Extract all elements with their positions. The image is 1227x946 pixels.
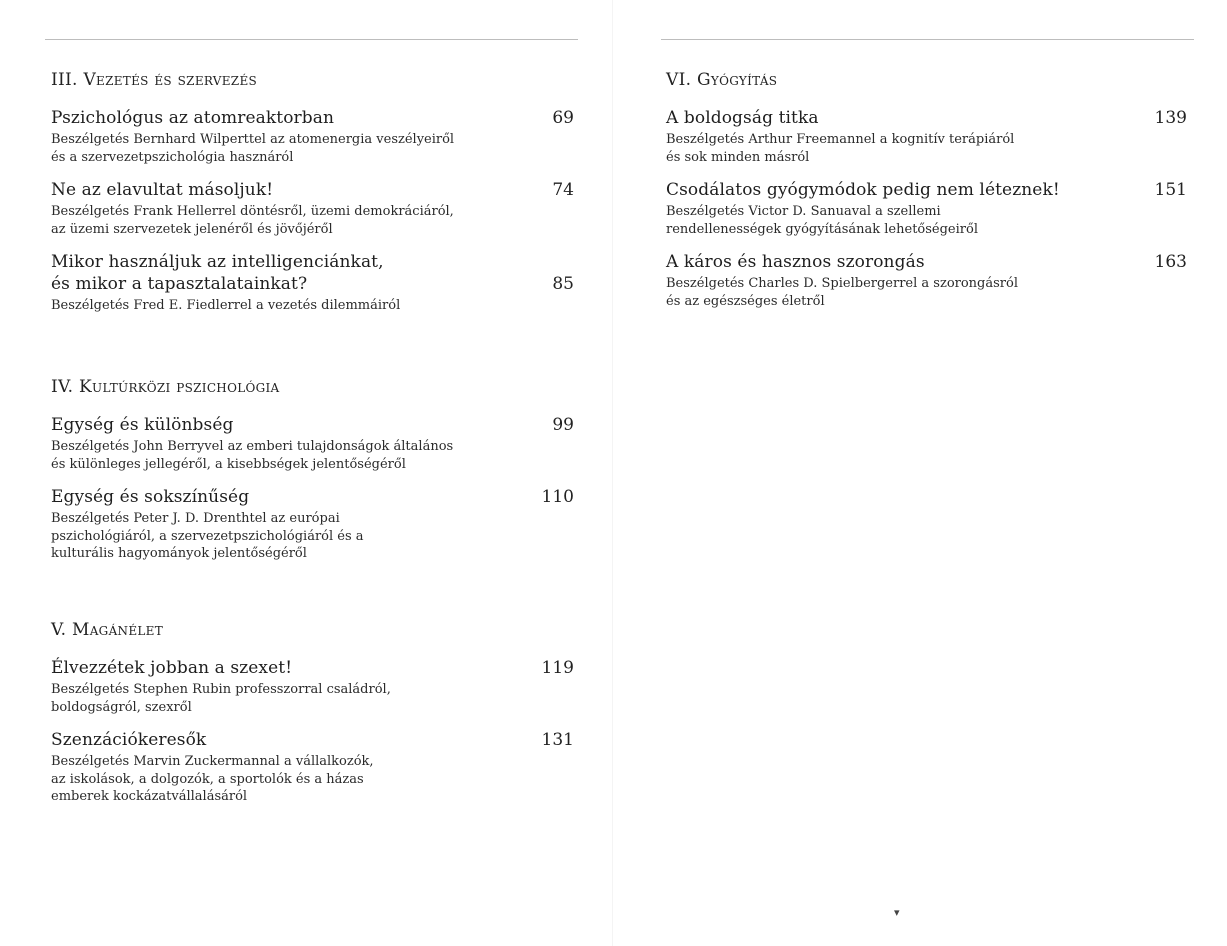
section-title: V. Magánélet <box>51 620 164 640</box>
entry-title: Csodálatos gyógymódok pedig nem léteznek! <box>666 180 1060 200</box>
entry-subtitle: Beszélgetés Marvin Zuckermannal a vállalkozók, az iskolások, a dolgozók, a sportolók és a házas emberek kockázatvállalásáról <box>51 754 374 804</box>
entry-subtitle: Beszélgetés John Berryvel az emberi tulajdonságok általános és különleges jellegéről, a kisebbségek jelentőségéről <box>51 439 454 472</box>
print-mark-icon: ▾ <box>894 906 900 919</box>
section-iv <box>51 377 576 576</box>
entry-subtitle: Beszélgetés Victor D. Sanuaval a szellemi rendellenességek gyógyításának lehetőségeiről <box>666 204 978 237</box>
page-number: 74 <box>552 180 574 200</box>
toc-entry[interactable] <box>51 486 576 563</box>
toc-entry[interactable] <box>51 179 576 238</box>
entry-title: Pszichológus az atomreaktorban <box>51 108 335 128</box>
toc-entry[interactable] <box>666 179 1189 238</box>
entry-title: Szenzációkeresők <box>51 730 207 750</box>
page-number: 69 <box>552 108 574 128</box>
top-rule-right <box>661 39 1194 40</box>
entry-subtitle: Beszélgetés Peter J. D. Drenthtel az európai pszichológiáról, a szervezetpszichológiáról és a kulturális hagyományok jelentőségéről <box>51 511 364 561</box>
entry-title: Ne az elavultat másoljuk! <box>51 180 274 200</box>
entry-title: A boldogság titka <box>666 108 819 128</box>
page-number: 119 <box>541 658 574 678</box>
section-title: VI. Gyógyítás <box>666 70 778 90</box>
page-number: 110 <box>541 487 574 507</box>
top-rule-left <box>45 39 578 40</box>
section-title: III. Vezetés és szervezés <box>51 70 258 90</box>
entry-subtitle: Beszélgetés Frank Hellerrel döntésről, üzemi demokráciáról, az üzemi szervezetek jelenéről és jövőjéről <box>51 204 454 237</box>
toc-entry[interactable] <box>51 251 576 315</box>
entry-subtitle: Beszélgetés Bernhard Wilperttel az atomenergia veszélyeiről és a szervezetpszichológia hasznáról <box>51 132 455 165</box>
entry-title: Egység és különbség <box>51 415 234 435</box>
entry-subtitle: Beszélgetés Fred E. Fiedlerrel a vezetés dilemmáiról <box>51 298 401 313</box>
toc-entry[interactable] <box>666 251 1189 310</box>
page-gutter <box>612 0 613 946</box>
toc-entry[interactable] <box>51 729 576 806</box>
entry-title: Élvezzétek jobban a szexet! <box>51 658 293 678</box>
page-number: 163 <box>1154 252 1187 272</box>
section-iii <box>51 70 576 328</box>
section-title: IV. Kultúrközi pszichológia <box>51 377 280 397</box>
toc-entry[interactable] <box>51 414 576 473</box>
entry-subtitle: Beszélgetés Charles D. Spielbergerrel a szorongásról és az egészséges életről <box>666 276 1018 309</box>
entry-title: Egység és sokszínűség <box>51 487 250 507</box>
section-v <box>51 620 576 819</box>
page-number: 139 <box>1154 108 1187 128</box>
section-vi <box>666 70 1189 323</box>
toc-entry[interactable] <box>51 107 576 166</box>
entry-subtitle: Beszélgetés Stephen Rubin professzorral családról, boldogságról, szexről <box>51 682 391 715</box>
toc-entry[interactable] <box>51 657 576 716</box>
page-number: 151 <box>1154 180 1187 200</box>
page-number: 85 <box>552 274 574 294</box>
page-number: 99 <box>552 415 574 435</box>
page-number: 131 <box>541 730 574 750</box>
entry-title: A káros és hasznos szorongás <box>666 252 925 272</box>
entry-subtitle: Beszélgetés Arthur Freemannel a kognitív terápiáról és sok minden másról <box>666 132 1015 165</box>
entry-title: Mikor használjuk az intelligenciánkat, és mikor a tapasztalatainkat? <box>51 252 384 294</box>
toc-entry[interactable] <box>666 107 1189 166</box>
